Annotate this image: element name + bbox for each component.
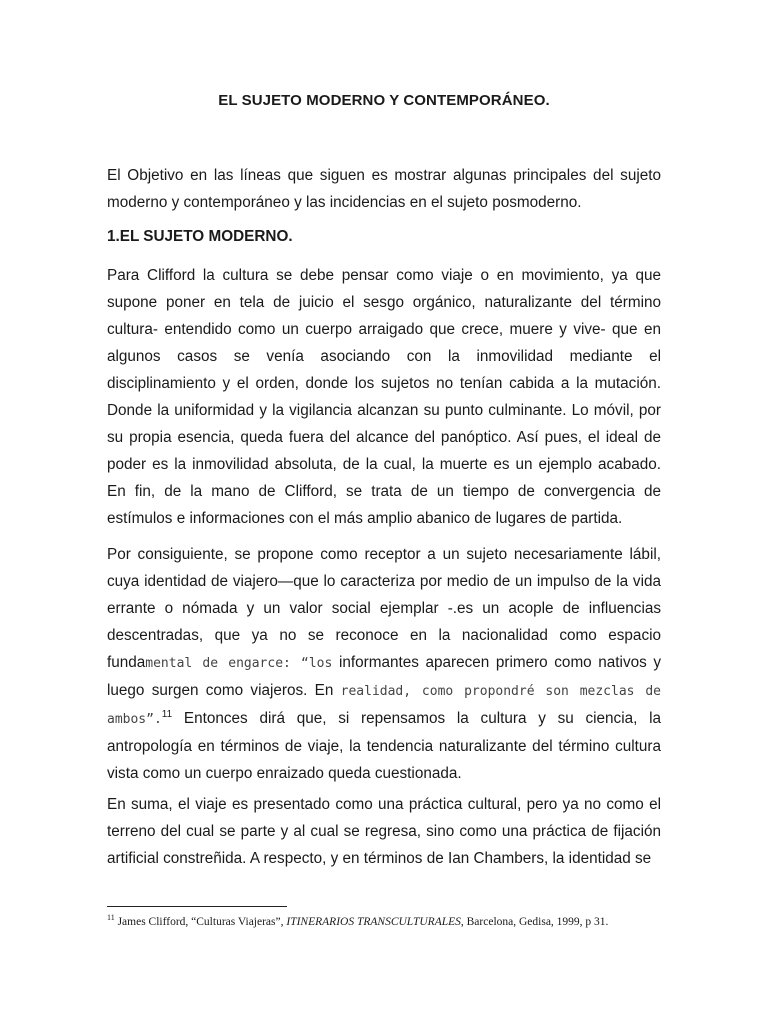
page-title: EL SUJETO MODERNO Y CONTEMPORÁNEO.: [218, 92, 550, 109]
footnote-author: James Clifford, “Culturas Viajeras”,: [114, 916, 287, 928]
footnote-publication: , Barcelona, Gedisa, 1999, p 31.: [460, 916, 609, 928]
footnote: [107, 913, 667, 928]
footnote-divider: [107, 906, 287, 907]
paragraph-3-part-a: Por consiguiente, se propone como receptor a un sujeto necesariamente lábil, cuya identidad de viajero—que lo caracteriza por medio de un impulso de la vida errante o nómada y un valor social ejemplar -.es un acople de influencias descentradas, que ya no se reconoce en la nacionalidad como espacio funda: [107, 546, 661, 671]
footnote-marker: 11: [107, 913, 115, 923]
paragraph-3-part-d: realidad, como propondré son mezclas de ambos”.: [107, 684, 661, 727]
section-heading: 1.EL SUJETO MODERNO.: [107, 228, 293, 245]
paragraph-consiguiente: [107, 541, 661, 787]
intro-paragraph: El Objetivo en las líneas que siguen es mostrar algunas principales del sujeto moderno y contemporáneo y las incidencias en el sujeto posmoderno.: [107, 167, 661, 211]
footnote-reference[interactable]: 11: [161, 708, 173, 720]
paragraph-3-part-e: Entonces dirá que, si repensamos la cultura y su ciencia, la antropología en términos de viaje, la tendencia naturalizante del término cultura vista como un cuerpo enraizado queda cuestionada.: [107, 710, 661, 782]
paragraph-3-part-c: informantes aparecen primero como nativos y luego surgen como viajeros. En: [107, 654, 661, 699]
paragraph-3-part-b: mental de engarce: “los: [145, 656, 333, 671]
paragraph-clifford: Para Clifford la cultura se debe pensar como viaje o en movimiento, ya que supone poner en tela de juicio el sesgo orgánico, naturalizante del término cultura- entendido como un cuerpo arraigado que crece, muere y vive- que en algunos casos se venía asociando con la inmovilidad mediante el disciplinamiento y el orden, donde los sujetos no tenían cabida a la mutación. Donde la uniformidad y la vigilancia alcanzan su punto culminante. Lo móvil, por su propia esencia, queda fuera del alcance del panóptico. Así pues, el ideal de poder es la inmovilidad absoluta, de la cual, la muerte es un ejemplo acabado. En fin, de la mano de Clifford, se trata de un tiempo de convergencia de estímulos e informaciones con el más amplio abanico de lugares de partida.: [107, 267, 661, 527]
paragraph-en-suma: En suma, el viaje es presentado como una práctica cultural, pero ya no como el terreno del cual se parte y al cual se regresa, sino como una práctica de fijación artificial constreñida. A respecto, y en términos de Ian Chambers, la identidad se: [107, 796, 661, 867]
footnote-work-title: ITINERARIOS TRANSCULTURALES: [286, 916, 461, 928]
